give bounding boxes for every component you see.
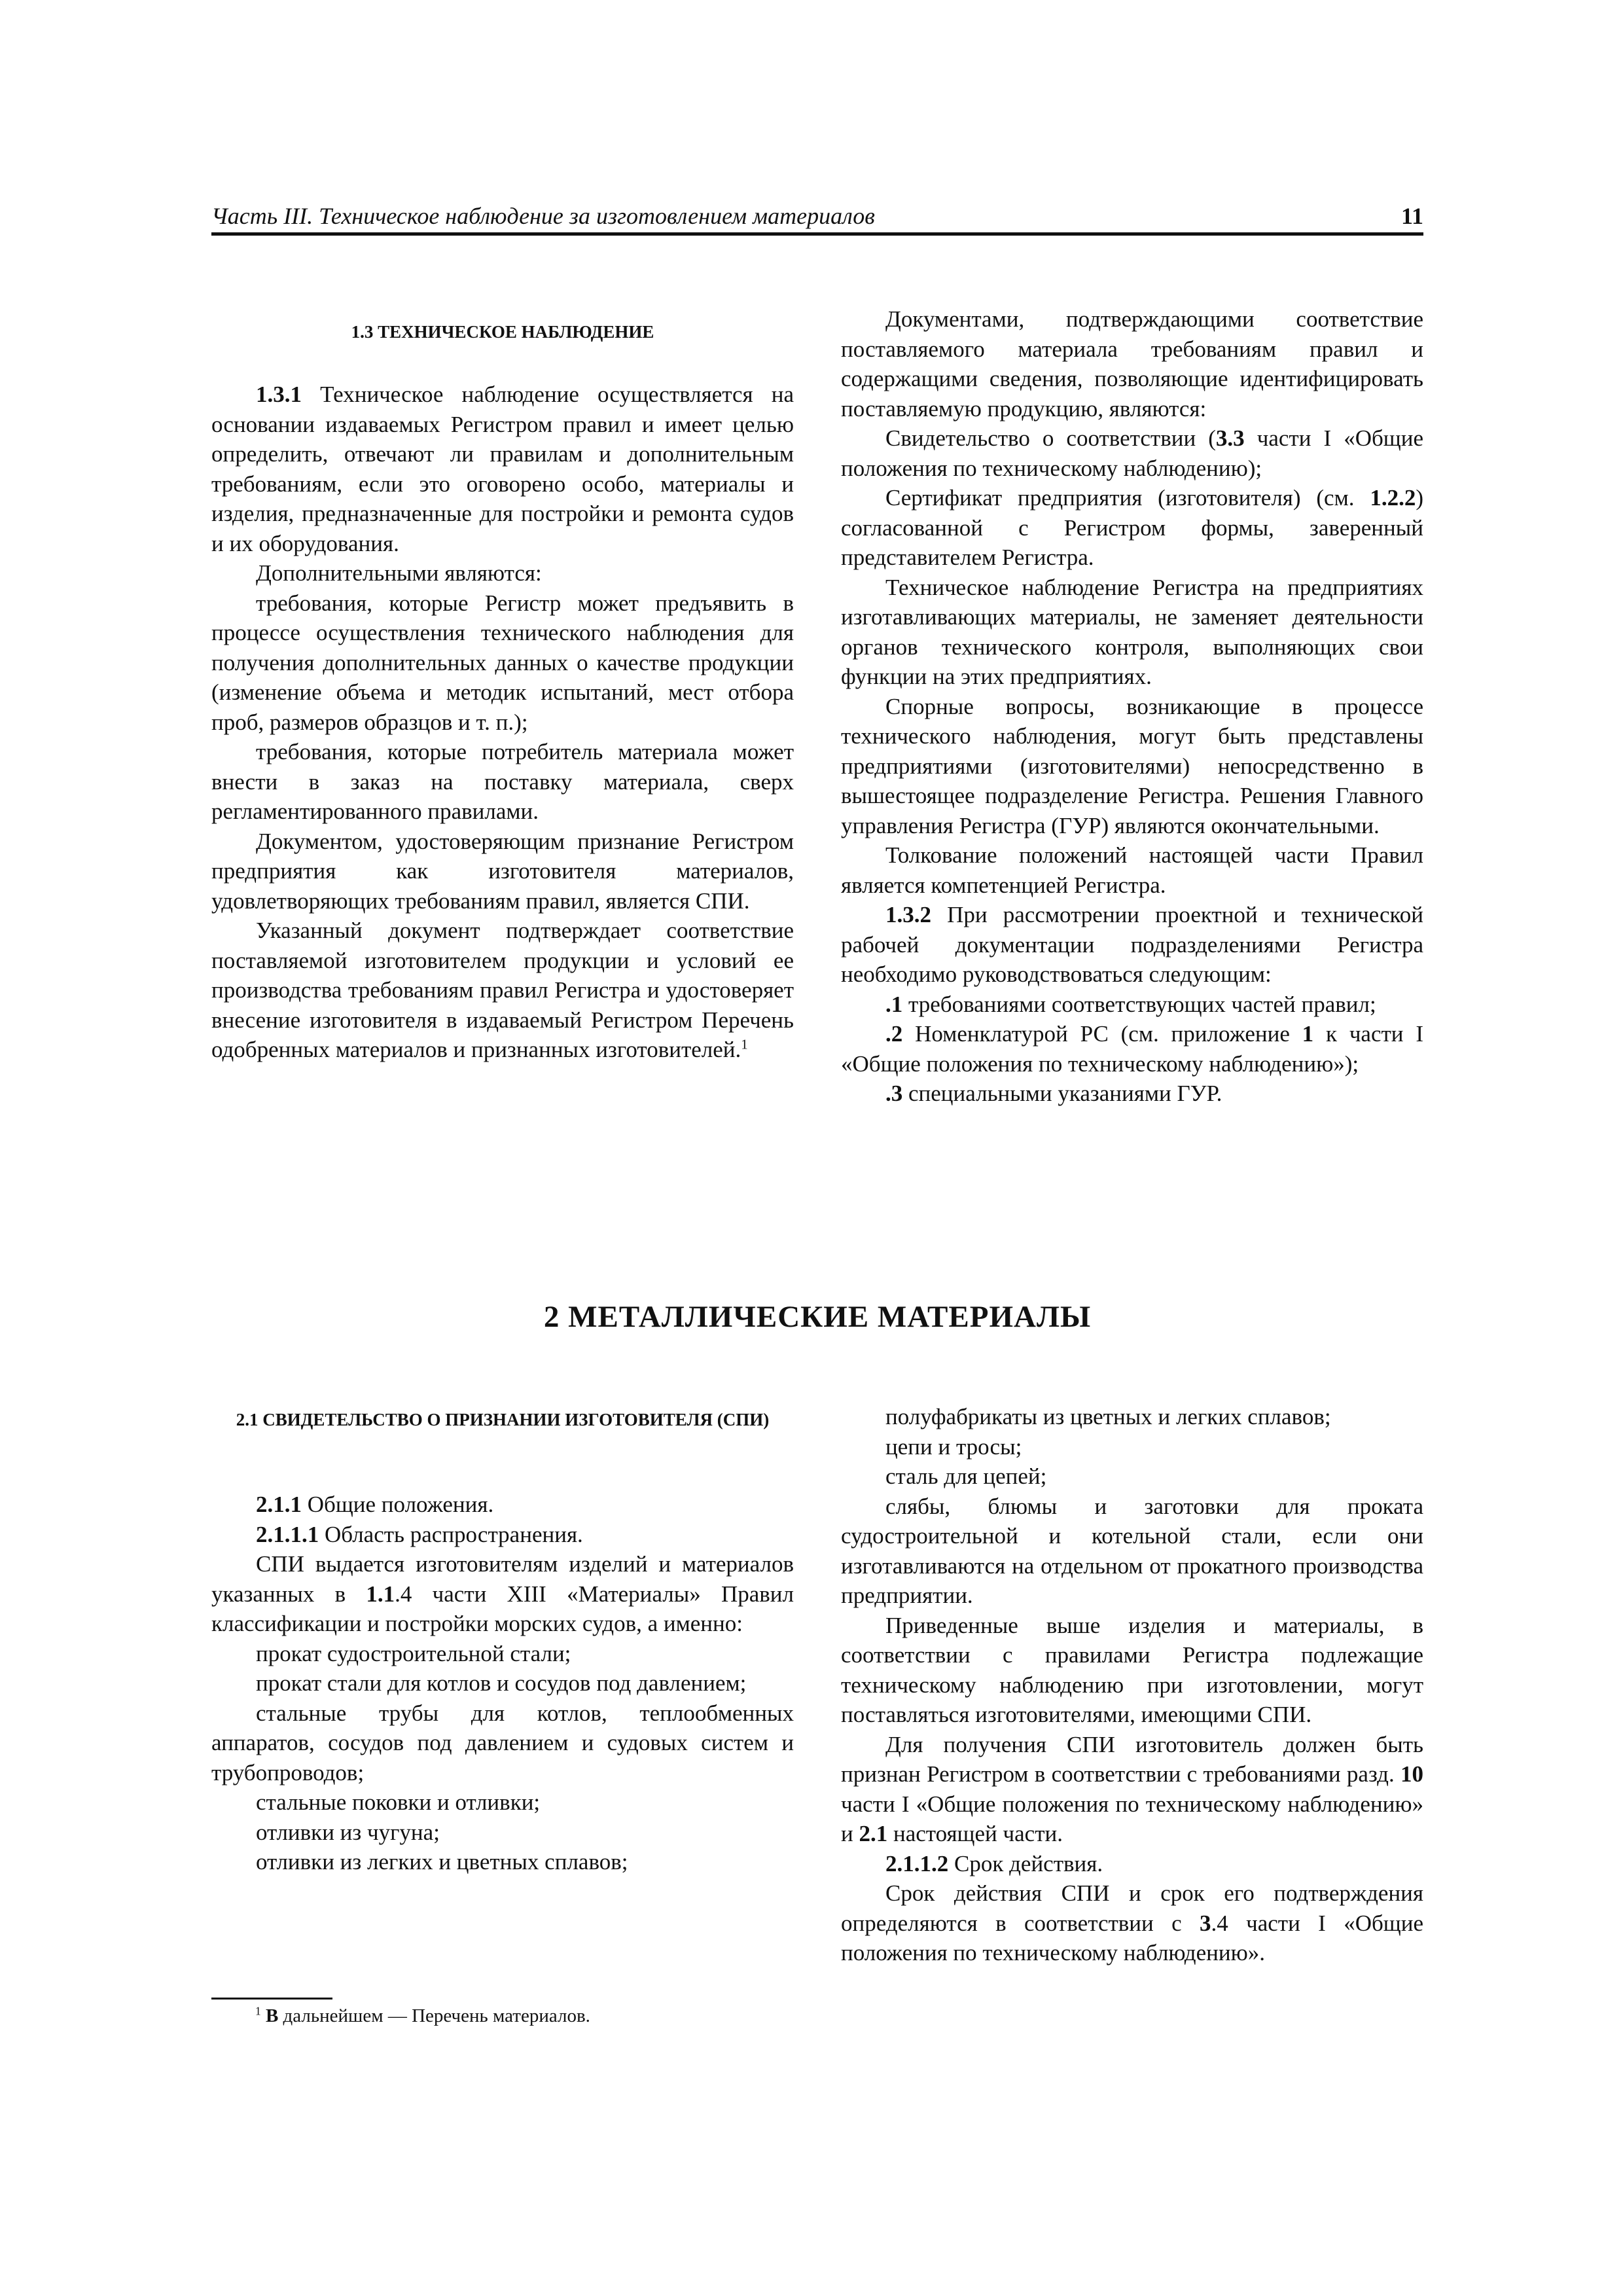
section-2-1-left-column	[211, 1490, 794, 1877]
running-header-title: Часть III. Техническое наблюдение за изготовлением материалов	[211, 203, 875, 229]
clause-reference: 1.2.2	[1370, 485, 1416, 511]
paragraph: Толкование положений настоящей части Правил является компетенцией Регистра.	[841, 842, 1423, 898]
clause-reference: 3	[1200, 1910, 1211, 1936]
footnote-text: дальнейшем — Перечень материалов.	[278, 2005, 590, 2026]
list-item: прокат стали для котлов и сосудов под давлением;	[256, 1670, 747, 1696]
paragraph-text: Техническое наблюдение осуществляется на основании издаваемых Регистром правил и имеет целью определить, отвечают ли правилам и дополнительным требованиям, если это оговорено особо, материалы и изделия, предназначенные для постройки и ремонта судов и их оборудования.	[211, 382, 794, 556]
list-item: стальные трубы для котлов, теплообменных аппаратов, сосудов под давлением и судовых систем и трубопроводов;	[211, 1700, 794, 1785]
paragraph-text: При рассмотрении проектной и технической рабочей документации подразделениями Регистра необходимо руководствоваться следующим:	[841, 902, 1423, 987]
paragraph	[211, 1549, 794, 1639]
paragraph-text: .4 части I «Общие положения по техническому наблюдению».	[841, 1910, 1423, 1965]
list-item	[841, 1019, 1423, 1079]
paragraph: Техническое наблюдение Регистра на предприятиях изготавливающих материалы, не заменяет деятельности органов технического контроля, выполняющих свои функции на этих предприятиях.	[841, 574, 1423, 689]
paragraph-2-1-1-2	[841, 1849, 1423, 1879]
section-2-1-right-column	[841, 1402, 1423, 1968]
paragraph-text: Общие положения.	[302, 1492, 494, 1517]
paragraph-text: специальными указаниями ГУР.	[902, 1081, 1222, 1106]
list-item: полуфабрикаты из цветных и легких сплавов;	[885, 1404, 1331, 1429]
section-1-3-heading: 1.3 ТЕХНИЧЕСКОЕ НАБЛЮДЕНИЕ	[351, 322, 654, 342]
paragraph-text: Срок действия.	[948, 1850, 1103, 1876]
paragraph	[841, 423, 1423, 483]
clause-reference: 1	[1302, 1021, 1314, 1047]
footnote-lead: В	[265, 2005, 279, 2026]
paragraph: Приведенные выше изделия и материалы, в соответствии с правилами Регистра подлежащие техническому наблюдению при изготовлении, могут поставляться изготовителями, имеющими СПИ.	[841, 1612, 1423, 1727]
paragraph-text: настоящей части.	[887, 1821, 1063, 1846]
list-item	[841, 1079, 1423, 1109]
paragraph: Спорные вопросы, возникающие в процессе технического наблюдения, могут быть представлены предприятиями (изготовителями) непосредственно в вышестоящее подразделение Регистра. Решения Главного управления Регистра (ГУР) являются окончательными.	[841, 693, 1423, 838]
paragraph-text: Указанный документ подтверждает соответствие поставляемой изготовителем продукции и условий ее производства требованиям правил Регистра и удостоверяет внесение изготовителя в издаваемый Регистром Перечень одобренных материалов и признанных изготовителей.	[211, 918, 794, 1062]
paragraph	[841, 483, 1423, 573]
clause-reference: 3.3	[1215, 425, 1245, 451]
clause-reference: 2.1	[859, 1821, 888, 1846]
paragraph: Документом, удостоверяющим признание Регистром предприятия как изготовителя материалов, удовлетворяющих требованиям правил, является СПИ.	[211, 828, 794, 914]
footnote-marker: 1	[741, 1036, 748, 1052]
paragraph: требования, которые потребитель материала может внести в заказ на поставку материала, сверх регламентированного правилами.	[211, 739, 794, 824]
paragraph-2-1-1-1	[211, 1520, 794, 1550]
paragraph-text: Номенклатурой РС (см. приложение	[902, 1021, 1302, 1047]
clause-number: 1.3.1	[256, 382, 302, 407]
paragraph-text: требованиями соответствующих частей правил;	[902, 991, 1376, 1017]
item-number: .3	[885, 1081, 903, 1106]
clause-number: 1.3.2	[885, 902, 931, 927]
paragraph-text: к части I «Общие положения по техническому наблюдению»);	[841, 1021, 1423, 1077]
paragraph-text: ) согласованной с Регистром формы, заверенный представителем Регистра.	[841, 485, 1423, 570]
footnote	[255, 2003, 590, 2029]
item-number: .1	[885, 991, 903, 1017]
footnote-number: 1	[255, 2004, 261, 2018]
paragraph-text: Для получения СПИ изготовитель должен быть признан Регистром в соответствии с требованиями разд.	[841, 1731, 1423, 1787]
paragraph-1-3-2	[841, 900, 1423, 990]
running-header	[211, 200, 1423, 236]
list-item: отливки из легких и цветных сплавов;	[256, 1849, 628, 1874]
footnote-divider	[211, 1998, 332, 2000]
paragraph: Дополнительными являются:	[256, 560, 542, 586]
paragraph-text: Сертификат предприятия (изготовителя) (см.	[885, 485, 1370, 511]
clause-reference: 1.1	[366, 1581, 395, 1607]
paragraph-text: части I «Общие положения по техническому наблюдению);	[841, 425, 1423, 481]
clause-number: 2.1.1.1	[256, 1521, 319, 1547]
paragraph-text: Срок действия СПИ и срок его подтверждения определяются в соответствии с	[841, 1880, 1423, 1936]
list-item: стальные поковки и отливки;	[256, 1789, 541, 1815]
clause-number: 2.1.1	[256, 1492, 302, 1517]
paragraph-text: .4 части XIII «Материалы» Правил классификации и постройки морских судов, а именно:	[211, 1581, 794, 1636]
paragraph: Документами, подтверждающими соответствие поставляемого материала требованиям правил и содержащими сведения, позволяющие идентифицировать поставляемую продукцию, являются:	[841, 306, 1423, 422]
paragraph-text: Свидетельство о соответствии (	[885, 425, 1216, 451]
list-item: прокат судостроительной стали;	[256, 1640, 571, 1666]
paragraph: требования, которые Регистр может предъявить в процессе осуществления технического наблюдения для получения дополнительных данных о качестве продукции (изменение объема и методик испытаний, мест отбора проб, размеров образцов и т. п.);	[211, 590, 794, 735]
paragraph-text: части I «Общие положения по техническому наблюдению» и	[841, 1791, 1423, 1846]
paragraph-1-3-1	[211, 380, 794, 558]
item-number: .2	[885, 1021, 903, 1047]
clause-reference: 10	[1400, 1761, 1423, 1787]
list-item: слябы, блюмы и заготовки для проката судостроительной и котельной стали, если они изготавливаются на отдельном от прокатного производства предприятии.	[841, 1493, 1423, 1608]
paragraph-text: СПИ выдается изготовителям изделий и материалов указанных в	[211, 1551, 794, 1607]
list-item: отливки из чугуна;	[256, 1819, 440, 1845]
paragraph	[841, 1878, 1423, 1968]
paragraph-text: Область распространения.	[319, 1521, 583, 1547]
section-1-3-right-column	[841, 304, 1423, 1109]
clause-number: 2.1.1.2	[885, 1850, 949, 1876]
section-2-1-heading: 2.1 СВИДЕТЕЛЬСТВО О ПРИЗНАНИИ ИЗГОТОВИТЕЛЯ (СПИ)	[236, 1410, 770, 1429]
list-item: цепи и тросы;	[885, 1433, 1022, 1460]
page-number: 11	[1400, 203, 1423, 229]
paragraph	[841, 1730, 1423, 1849]
list-item: сталь для цепей;	[885, 1463, 1047, 1489]
section-2-heading: 2 МЕТАЛЛИЧЕСКИЕ МАТЕРИАЛЫ	[543, 1300, 1092, 1334]
paragraph	[211, 916, 794, 1065]
list-item	[841, 990, 1423, 1020]
section-1-3-left-column	[211, 380, 794, 1065]
paragraph-2-1-1	[211, 1490, 794, 1520]
